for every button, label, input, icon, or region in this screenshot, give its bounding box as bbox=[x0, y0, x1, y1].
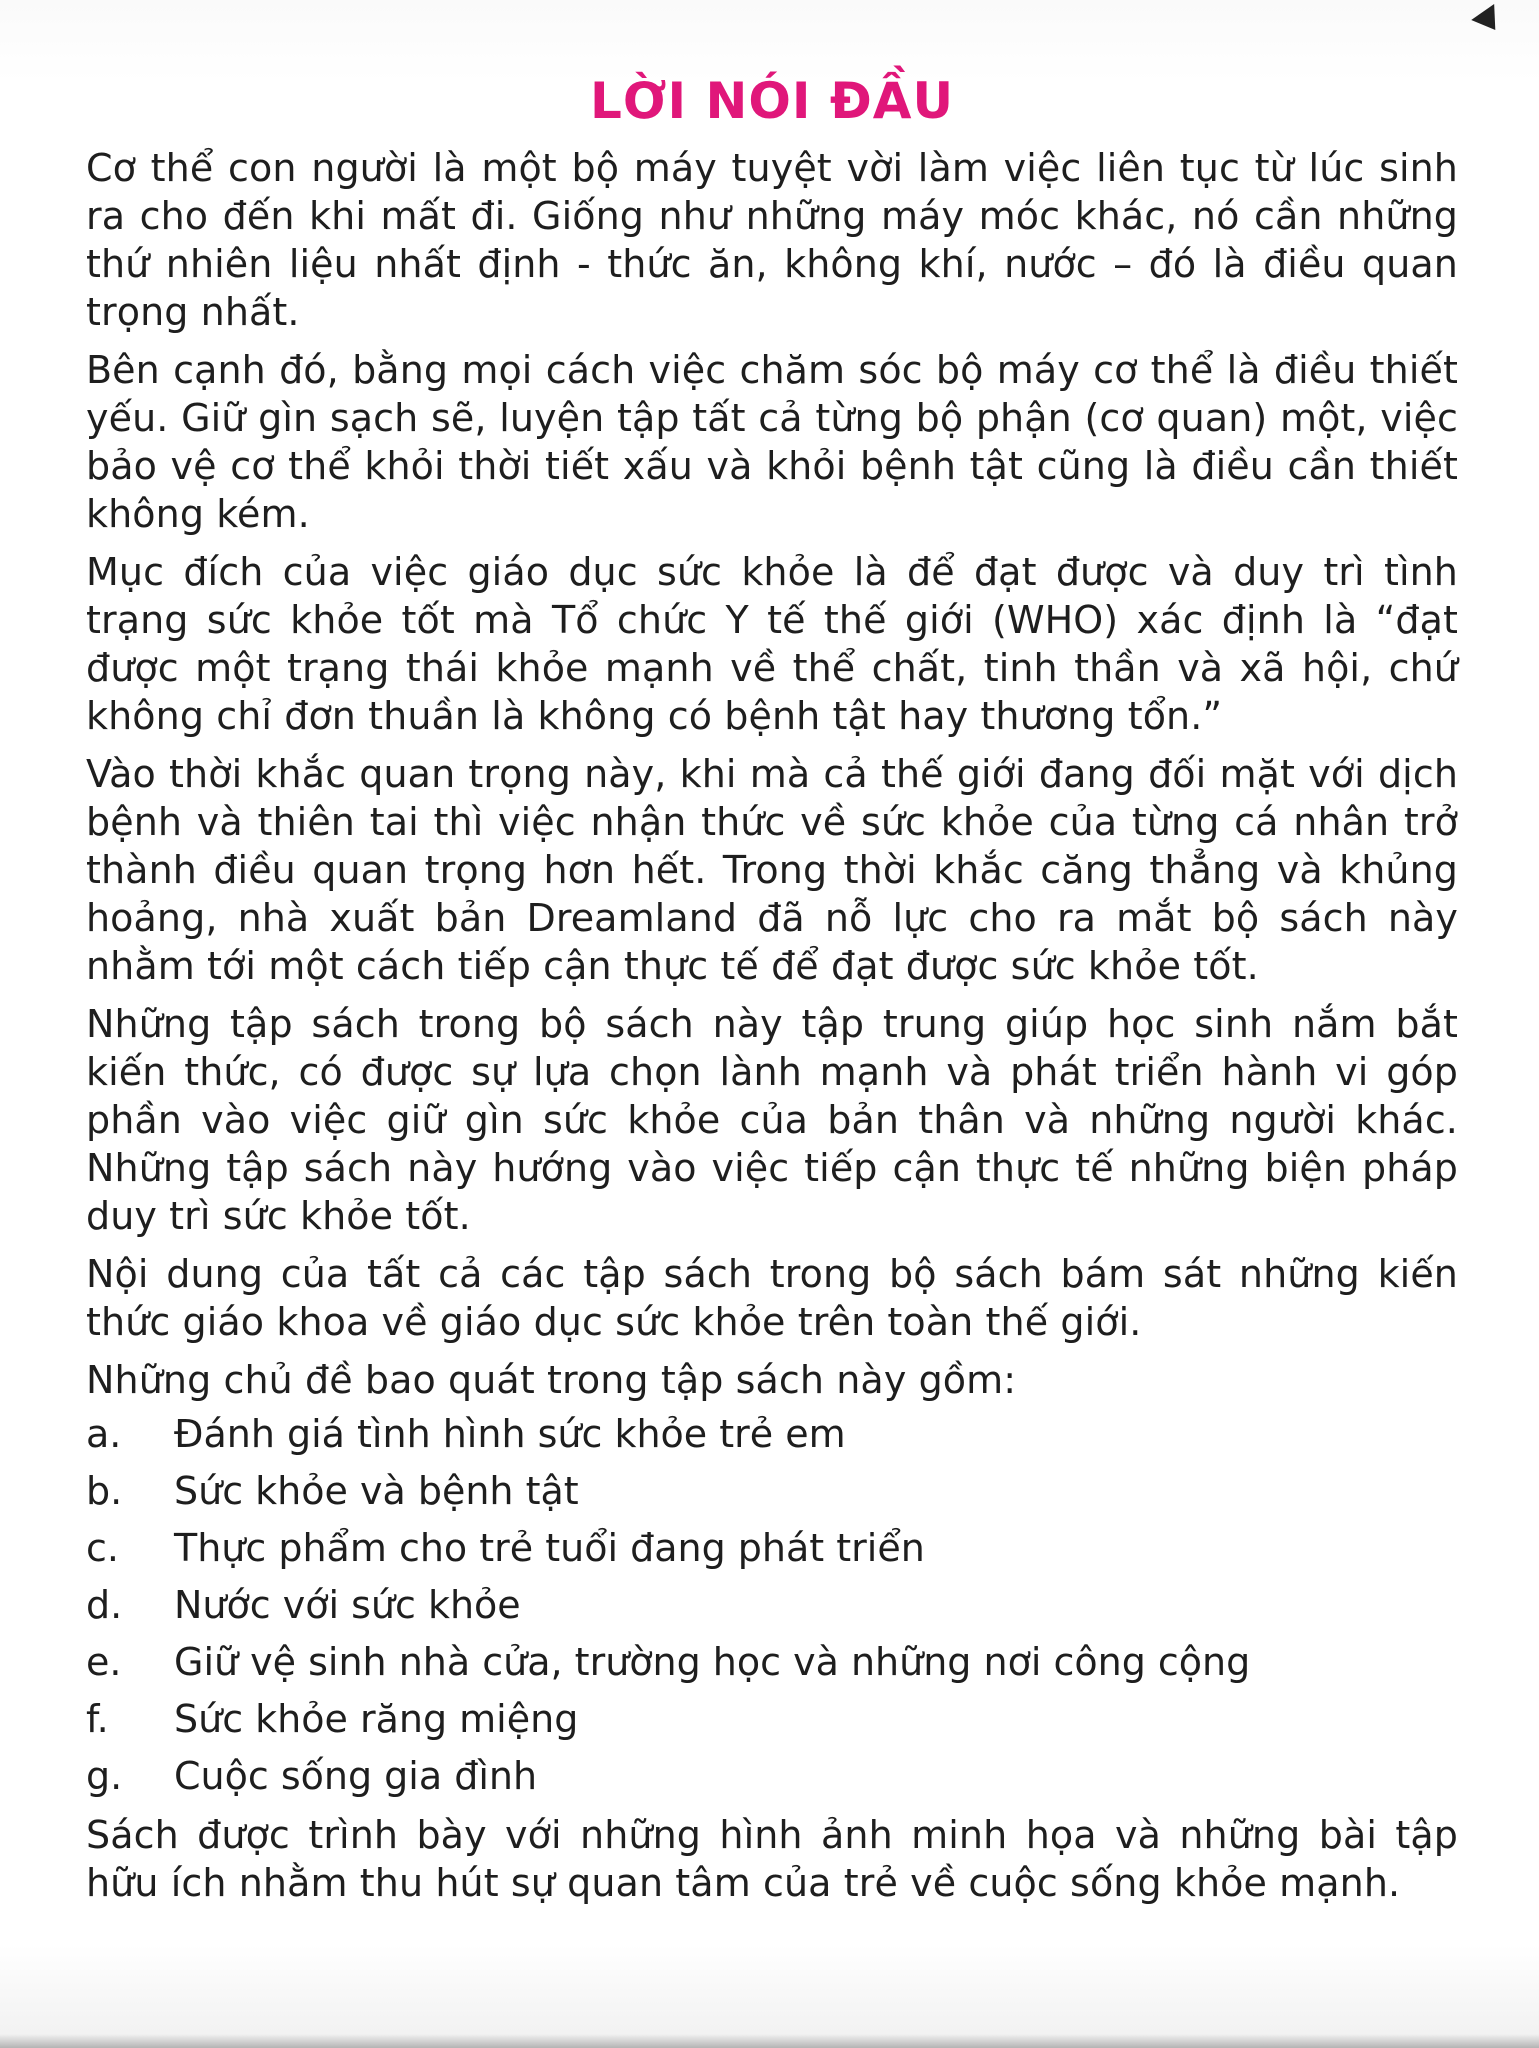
list-item-text: Cuộc sống gia đình bbox=[174, 1754, 538, 1798]
list-item-letter: f. bbox=[86, 1697, 109, 1741]
topics-intro: Những chủ đề bao quát trong tập sách này gồm: bbox=[86, 1358, 1017, 1402]
list-item bbox=[86, 1634, 1458, 1691]
list-item-letter: g. bbox=[86, 1754, 123, 1798]
list-item-text: Sức khỏe và bệnh tật bbox=[174, 1469, 579, 1513]
topics-list bbox=[86, 1406, 1458, 1805]
list-item bbox=[86, 1748, 1458, 1805]
paragraph-2: Bên cạnh đó, bằng mọi cách việc chăm sóc bộ máy cơ thể là điều thiết yếu. Giữ gìn sạch sẽ, luyện tập tất cả từng bộ phận (cơ quan) một, việc bảo vệ cơ thể khỏi thời tiết xấu và khỏi bệnh tật cũng là điều cần thiết không kém. bbox=[86, 348, 1458, 536]
list-item-letter: d. bbox=[86, 1583, 123, 1627]
page-corner-mark bbox=[1471, 4, 1507, 38]
list-item-letter: c. bbox=[86, 1526, 119, 1570]
list-item bbox=[86, 1520, 1458, 1577]
paragraph-1: Cơ thể con người là một bộ máy tuyệt vời làm việc liên tục từ lúc sinh ra cho đến khi mất đi. Giống như những máy móc khác, nó cần những thứ nhiên liệu nhất định - thức ăn, không khí, nước – đó là điều quan trọng nhất. bbox=[86, 146, 1458, 334]
paragraph-4: Vào thời khắc quan trọng này, khi mà cả thế giới đang đối mặt với dịch bệnh và thiên tai thì việc nhận thức về sức khỏe của từng cá nhân trở thành điều quan trọng hơn hết. Trong thời khắc căng thẳng và khủng hoảng, nhà xuất bản Dreamland đã nỗ lực cho ra mắt bộ sách này nhằm tới một cách tiếp cận thực tế để đạt được sức khỏe tốt. bbox=[86, 752, 1458, 988]
list-item-text: Sức khỏe răng miệng bbox=[174, 1697, 579, 1741]
paragraph-3: Mục đích của việc giáo dục sức khỏe là để đạt được và duy trì tình trạng sức khỏe tốt mà Tổ chức Y tế thế giới (WHO) xác định là “đạt được một trạng thái khỏe mạnh về thể chất, tinh thần và xã hội, chứ không chỉ đơn thuần là không có bệnh tật hay thương tổn.” bbox=[86, 550, 1458, 738]
list-item-letter: e. bbox=[86, 1640, 122, 1684]
paragraph-6: Nội dung của tất cả các tập sách trong bộ sách bám sát những kiến thức giáo khoa về giáo dục sức khỏe trên toàn thế giới. bbox=[86, 1252, 1458, 1344]
closing-paragraph: Sách được trình bày với những hình ảnh minh họa và những bài tập hữu ích nhằm thu hút sự quan tâm của trẻ về cuộc sống khỏe mạnh. bbox=[86, 1813, 1458, 1905]
list-item bbox=[86, 1463, 1458, 1520]
list-item-text: Giữ vệ sinh nhà cửa, trường học và những nơi công cộng bbox=[174, 1640, 1251, 1684]
list-item-letter: a. bbox=[86, 1412, 122, 1456]
list-item bbox=[86, 1691, 1458, 1748]
list-item-letter: b. bbox=[86, 1469, 123, 1513]
page-bottom-edge bbox=[0, 2034, 1539, 2048]
list-item-text: Đánh giá tình hình sức khỏe trẻ em bbox=[174, 1412, 846, 1456]
page-title: LỜI NÓI ĐẦU bbox=[589, 72, 955, 130]
list-item-text: Nước với sức khỏe bbox=[174, 1583, 521, 1627]
paragraph-5: Những tập sách trong bộ sách này tập trung giúp học sinh nắm bắt kiến thức, có được sự lựa chọn lành mạnh và phát triển hành vi góp phần vào việc giữ gìn sức khỏe của bản thân và những người khác. Những tập sách này hướng vào việc tiếp cận thực tế những biện pháp duy trì sức khỏe tốt. bbox=[86, 1002, 1458, 1238]
list-item-text: Thực phẩm cho trẻ tuổi đang phát triển bbox=[174, 1526, 925, 1570]
list-item bbox=[86, 1406, 1458, 1463]
page-content bbox=[86, 62, 1458, 1917]
list-item bbox=[86, 1577, 1458, 1634]
